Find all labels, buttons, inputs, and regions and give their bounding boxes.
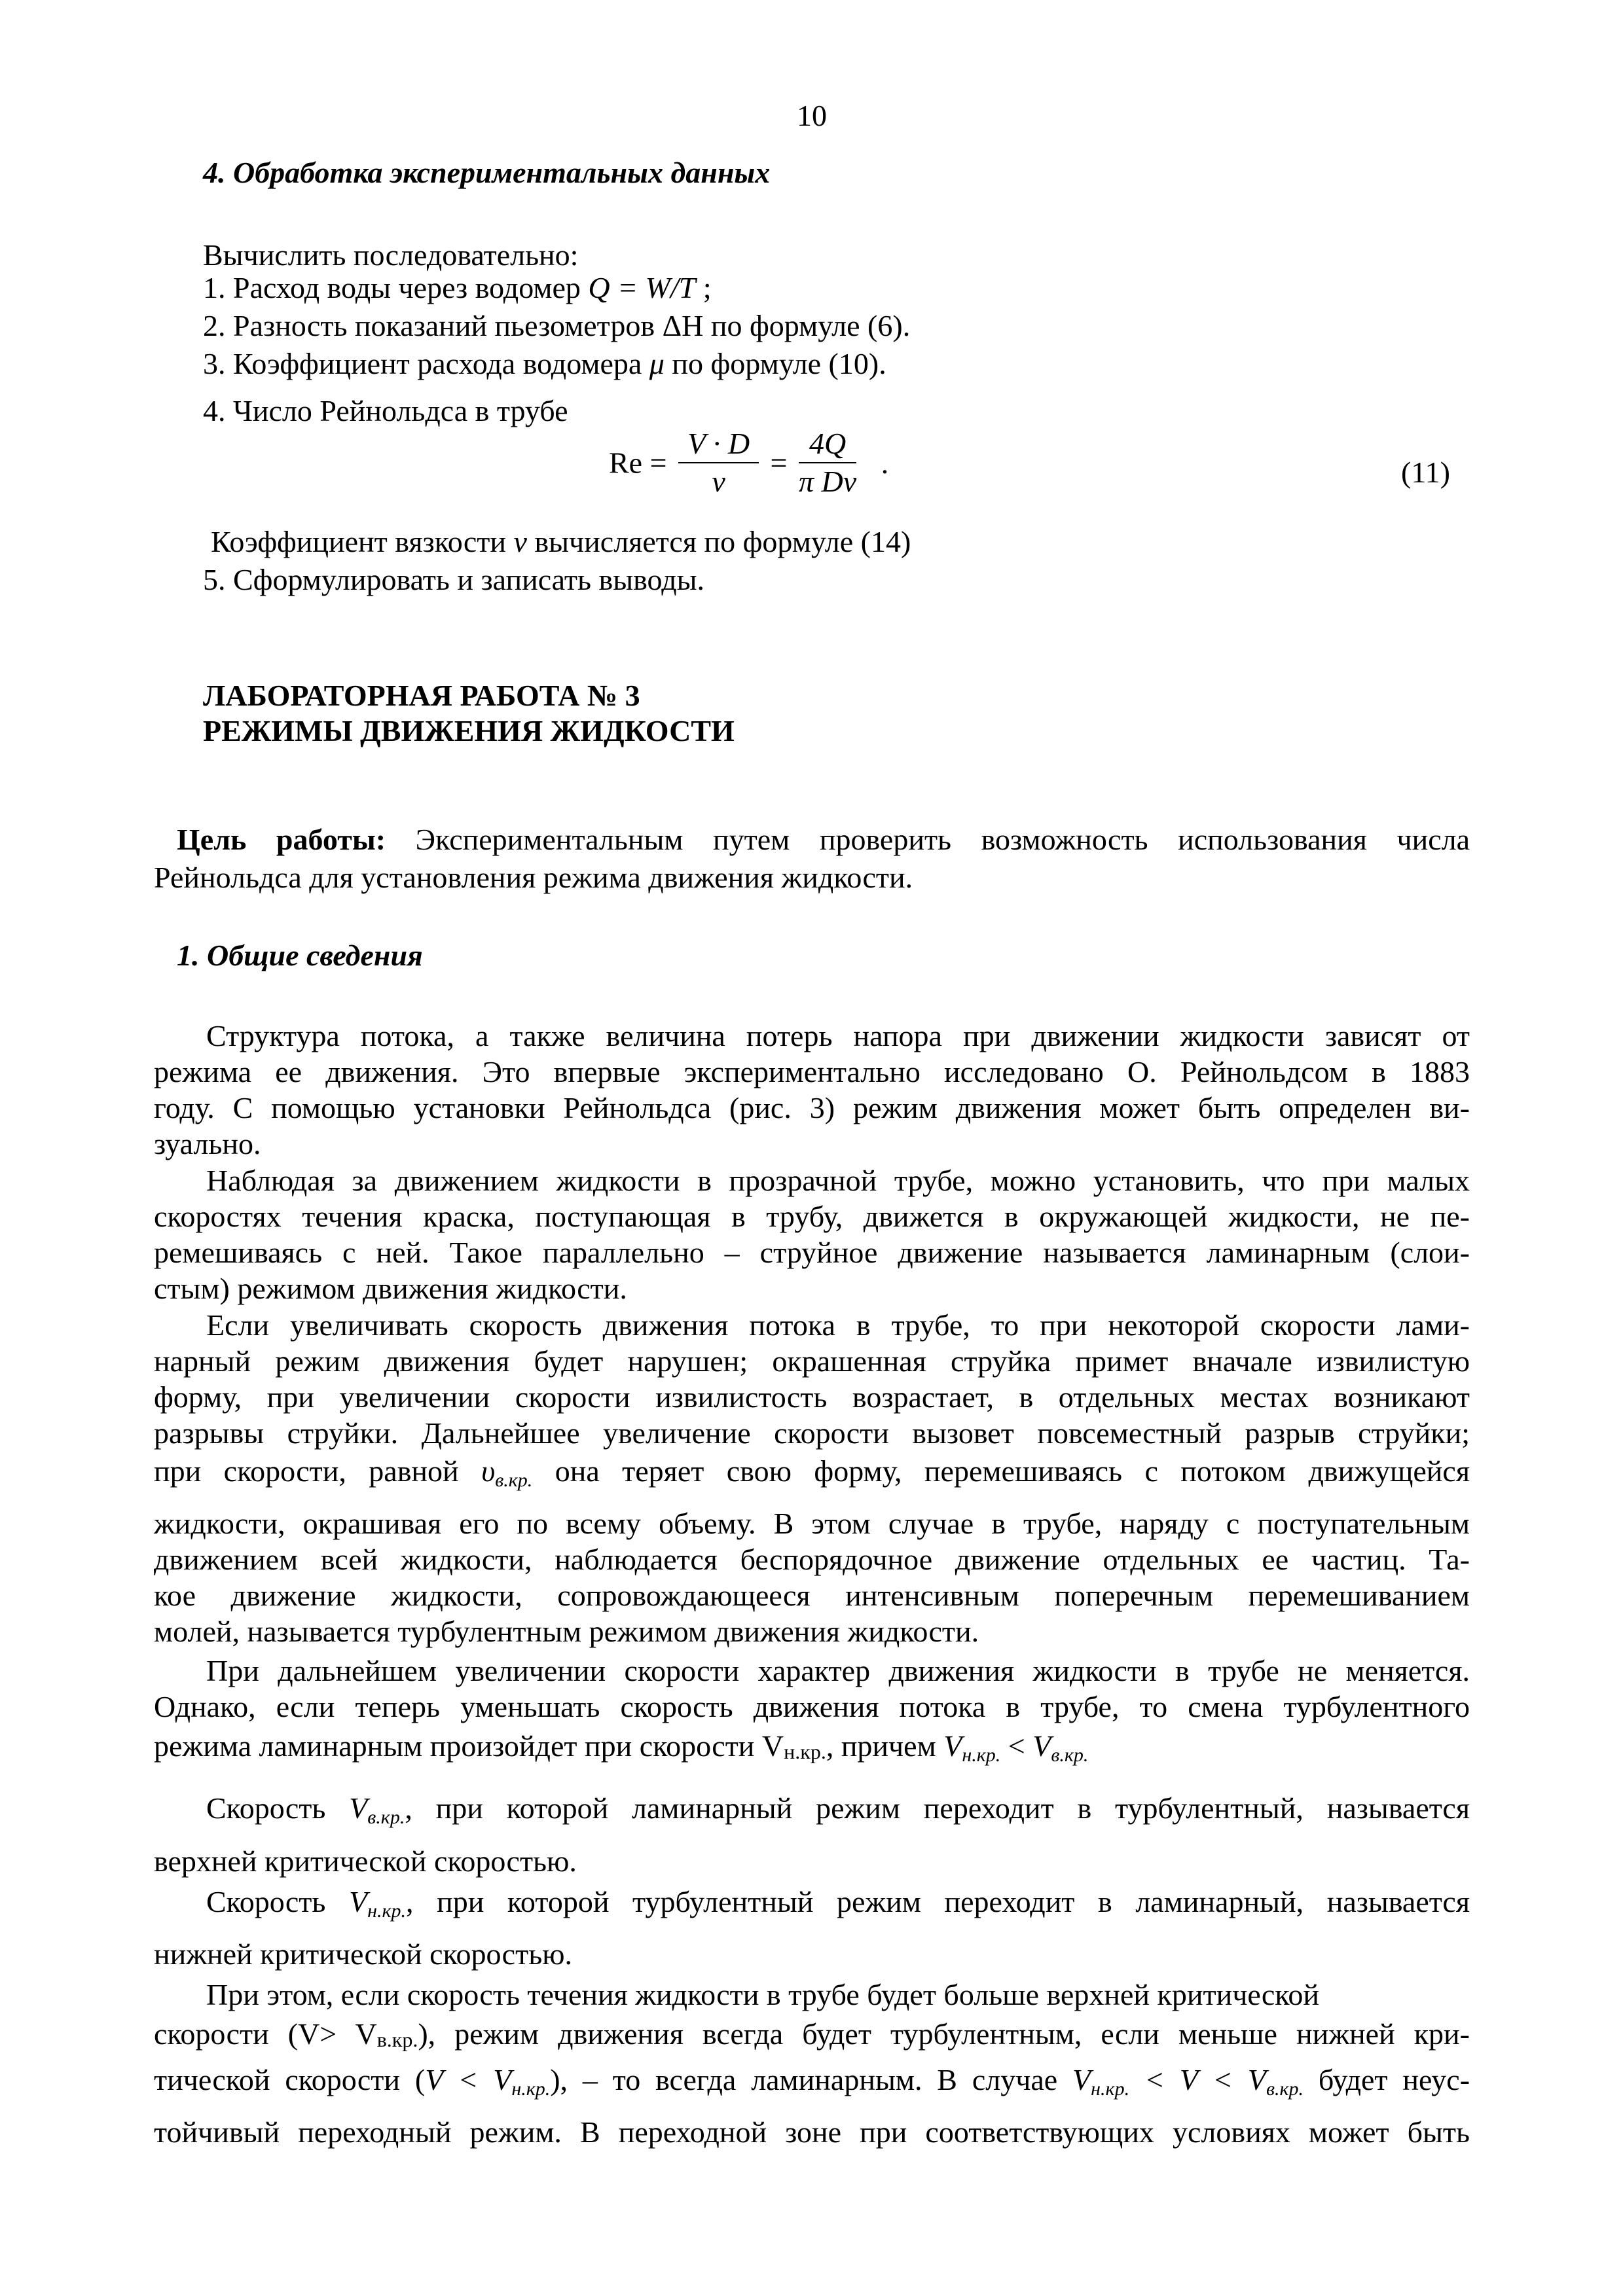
section-4-heading: 4. Обработка экспериментальных данных <box>203 156 771 189</box>
text-line: нижней критической скоростью. <box>154 1937 573 1971</box>
text-line: При этом, если скорость течения жидкости в трубе будет больше верхней критической <box>206 1978 1319 2011</box>
text-line: жидкости, окрашивая его по всему объему. В этом случае в трубе, наряду с поступательным <box>154 1507 1470 1540</box>
fraction-4q-over-pidnu: $\frac{4Q}{\text{π Dν}}$ <box>799 427 857 498</box>
text-line: нарный режим движения будет нарушен; окрашенная струйка примет вначале извилистую <box>154 1344 1470 1378</box>
goal-label: Цель работы: <box>177 823 386 856</box>
viscosity-line: Коэффициент вязкости ν вычисляется по формуле (14) <box>211 525 911 558</box>
text-line: стым) режимом движения жидкости. <box>154 1272 627 1305</box>
item-1: 1. Расход воды через водомер Q = W/T ; <box>203 271 712 304</box>
text-line: Структура потока, а также величина потерь напора при движении жидкости зависят от <box>206 1019 1470 1052</box>
text-line: году. С помощью установки Рейнольдса (рис. 3) режим движения может быть определен ви- <box>154 1091 1470 1124</box>
text-line: скоростях течения краска, поступающая в трубу, движется в окружающей жидкости, не пе- <box>154 1200 1470 1233</box>
section-1-heading: 1. Общие сведения <box>177 939 423 972</box>
text-line: форму, при увеличении скорости извилистость возрастает, в отдельных местах возникают <box>154 1380 1470 1414</box>
page-number: 10 <box>797 99 827 132</box>
text-line: режима ее движения. Это впервые экспериментально исследовано О. Рейнольдсом в 1883 <box>154 1055 1470 1088</box>
lower-critical-line: Скорость $V_{н.кр.}$, при которой турбулентный режим переходит в ламинарный, называется <box>206 1885 1470 1922</box>
flow-formula: Q = W/T <box>588 271 696 304</box>
text-line: Однако, если теперь уменьшать скорость движения потока в трубе, то смена турбулентного <box>154 1690 1470 1723</box>
text-line: Если увеличивать скорость движения потока в трубе, то при некоторой скорости лами- <box>206 1308 1470 1342</box>
text-line: зуально. <box>154 1127 261 1160</box>
reynolds-formula: Re = $\frac{V \cdot D}{\nu}$ = $\frac{4Q}{\text{π Dν}}$ . <box>609 425 888 500</box>
text-line: кое движение жидкости, сопровождающееся интенсивным поперечным перемешиванием <box>154 1579 1470 1612</box>
item-2: 2. Разность показаний пьезометров ΔH по формуле (6). <box>203 309 911 342</box>
text-line: движением всей жидкости, наблюдается беспорядочное движение отдельных ее частиц. Та- <box>154 1543 1470 1576</box>
text-line: Наблюдая за движением жидкости в прозрачной трубе, можно установить, что при малых <box>206 1164 1470 1197</box>
lab-subtitle: РЕЖИМЫ ДВИЖЕНИЯ ЖИДКОСТИ <box>203 714 735 747</box>
upper-critical-line: Скорость $V_{в.кр.}$, при которой ламинарный режим переходит в турбулентный, называется <box>206 1791 1470 1828</box>
text-line: верхней критической скоростью. <box>154 1844 577 1878</box>
goal-line-1: Цель работы: Экспериментальным путем проверить возможность использования числа <box>177 823 1470 856</box>
item-3: 3. Коэффициент расхода водомера μ по формуле (10). <box>203 347 886 380</box>
mu-symbol: μ <box>649 347 665 380</box>
item-5: 5. Сформулировать и записать выводы. <box>203 563 705 596</box>
equation-number: (11) <box>1401 456 1450 489</box>
compute-intro: Вычислить последовательно: <box>203 238 579 272</box>
text-line-with-critical-velocity: режима ламинарным произойдет при скорости Vн.кр., причем $V_{н.кр.} < V_{в.кр.}$ <box>154 1729 1089 1766</box>
nu-symbol: ν <box>513 525 527 558</box>
text-line: ремешиваясь с ней. Такое параллельно – струйное движение называется ламинарным (слои- <box>154 1236 1470 1269</box>
text-line: При дальнейшем увеличении скорости характер движения жидкости в трубе не меняется. <box>206 1654 1470 1687</box>
item-4: 4. Число Рейнольдса в трубе <box>203 394 568 427</box>
text-line: разрывы струйки. Дальнейшее увеличение скорости вызовет повсеместный разрыв струйки; <box>154 1416 1470 1450</box>
text-line-with-inequality: тической скорости $(V < V_{н.кр.})$, – то всегда ламинарным. В случае $V_{н.кр.} < V < V_{в.кр.}$ будет неус- <box>154 2063 1470 2100</box>
text-line-with-critical-velocity: скорости (V> Vв.кр.), режим движения всегда будет турбулентным, если меньше нижней кри- <box>154 2017 1470 2051</box>
goal-line-2: Рейнольдса для установления режима движения жидкости. <box>154 861 913 894</box>
fraction-vd-over-nu: $\frac{V \cdot D}{\nu}$ <box>678 425 759 500</box>
text-line-with-velocity: при скорости, равной $\upsilon_{в.кр.}$ она теряет свою форму, перемешиваясь с потоком движущейся <box>154 1454 1470 1491</box>
text-line: молей, называется турбулентным режимом движения жидкости. <box>154 1615 979 1648</box>
text-line: тойчивый переходный режим. В переходной зоне при соответствующих условиях может быть <box>154 2115 1470 2149</box>
lab-title: ЛАБОРАТОРНАЯ РАБОТА № 3 <box>203 679 640 712</box>
